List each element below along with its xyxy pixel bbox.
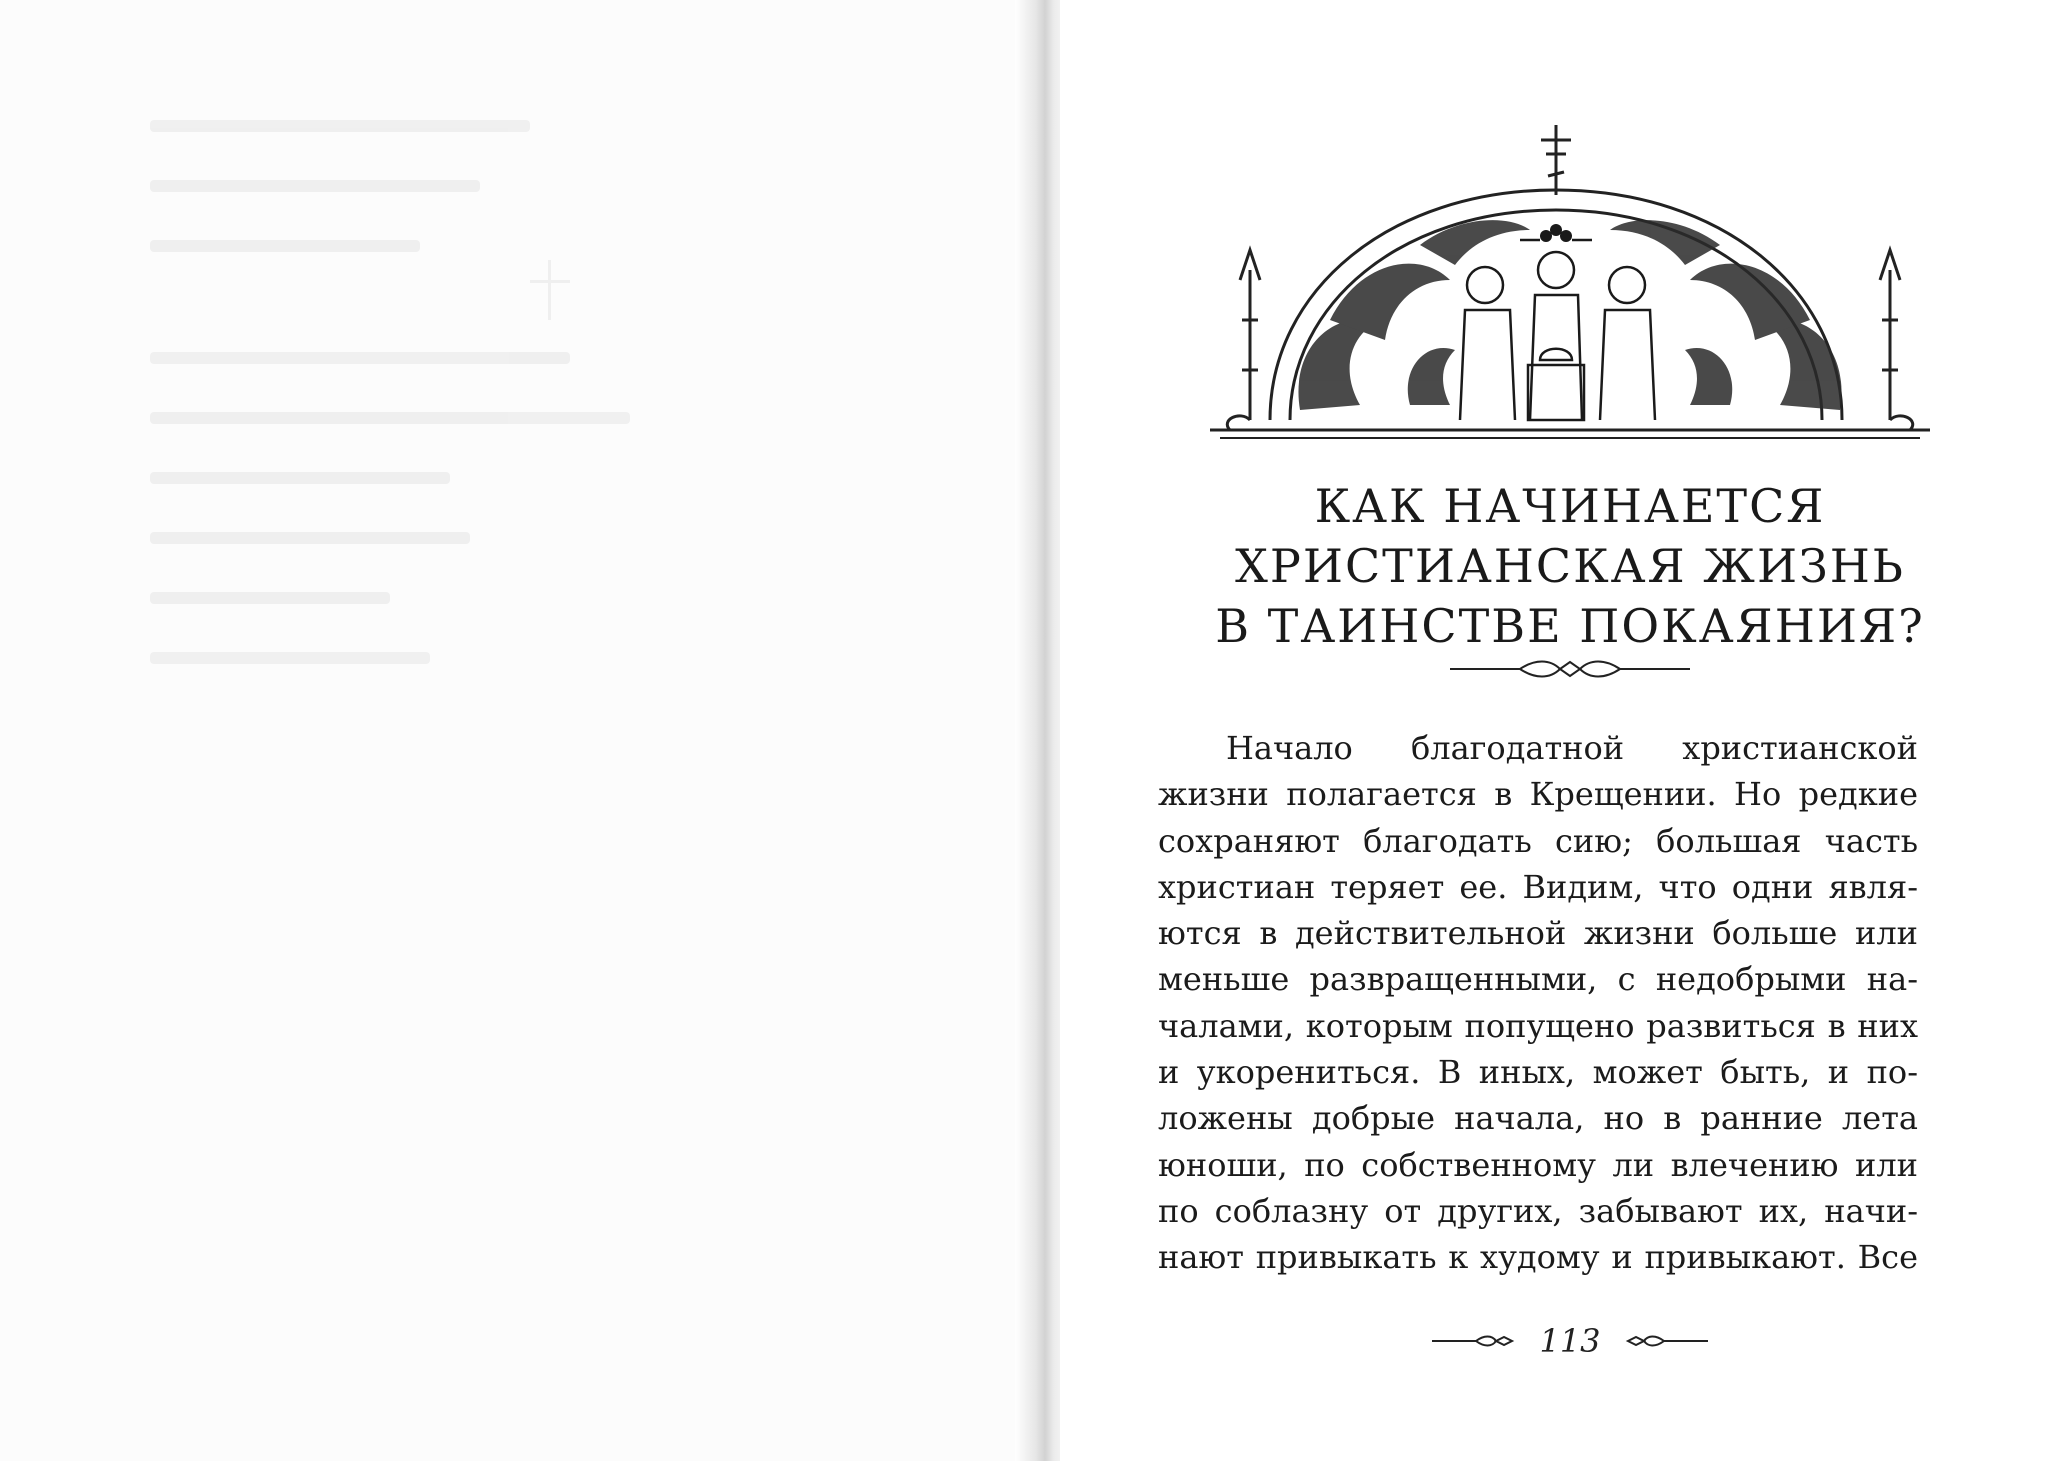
text-line: ются в действительной жизни больше или [1158,914,1918,953]
ornamental-divider-icon [1450,656,1690,682]
folio-ornament-right-icon [1624,1334,1708,1348]
text-line: жизни полагается в Крещении. Но редкие [1158,775,1918,814]
chapter-heading [1160,476,1980,656]
page-number: 113 [1539,1322,1601,1360]
text-line: Начало благодатной христианской [1226,729,1918,767]
text-line: меньше развращенными, с недобрыми на- [1158,960,1918,999]
text-line: чалами, которым попущено развиться в них [1158,1006,1918,1045]
heading-line: КАК НАЧИНАЕТСЯ [1314,479,1826,533]
text-line: ложены добрые начала, но в ранние лета [1158,1099,1918,1138]
heading-line: В ТАИНСТВЕ ПОКАЯНИЯ? [1215,599,1925,653]
text-line: по соблазну от других, забывают их, начи- [1158,1191,1918,1230]
text-line: и укорениться. В иных, может быть, и по- [1158,1053,1918,1092]
show-through-cross-icon [530,260,570,320]
folio-ornament-left-icon [1432,1334,1516,1348]
heading-line: ХРИСТИАНСКАЯ ЖИЗНЬ [1235,539,1905,593]
text-line: юноши, по собственному ли влечению или [1158,1145,1918,1184]
body-paragraph [1158,725,1918,1281]
show-through-text [150,120,710,840]
page-footer [1420,1322,1720,1362]
text-line: нают привыкать к худому и привыкают. Все [1158,1238,1918,1277]
holy-trinity-ornamental-headpiece-icon [1210,120,1930,450]
text-line: сохраняют благодать сию; большая часть [1158,821,1918,860]
text-line: христиан теряет ее. Видим, что одни явля- [1158,867,1918,906]
